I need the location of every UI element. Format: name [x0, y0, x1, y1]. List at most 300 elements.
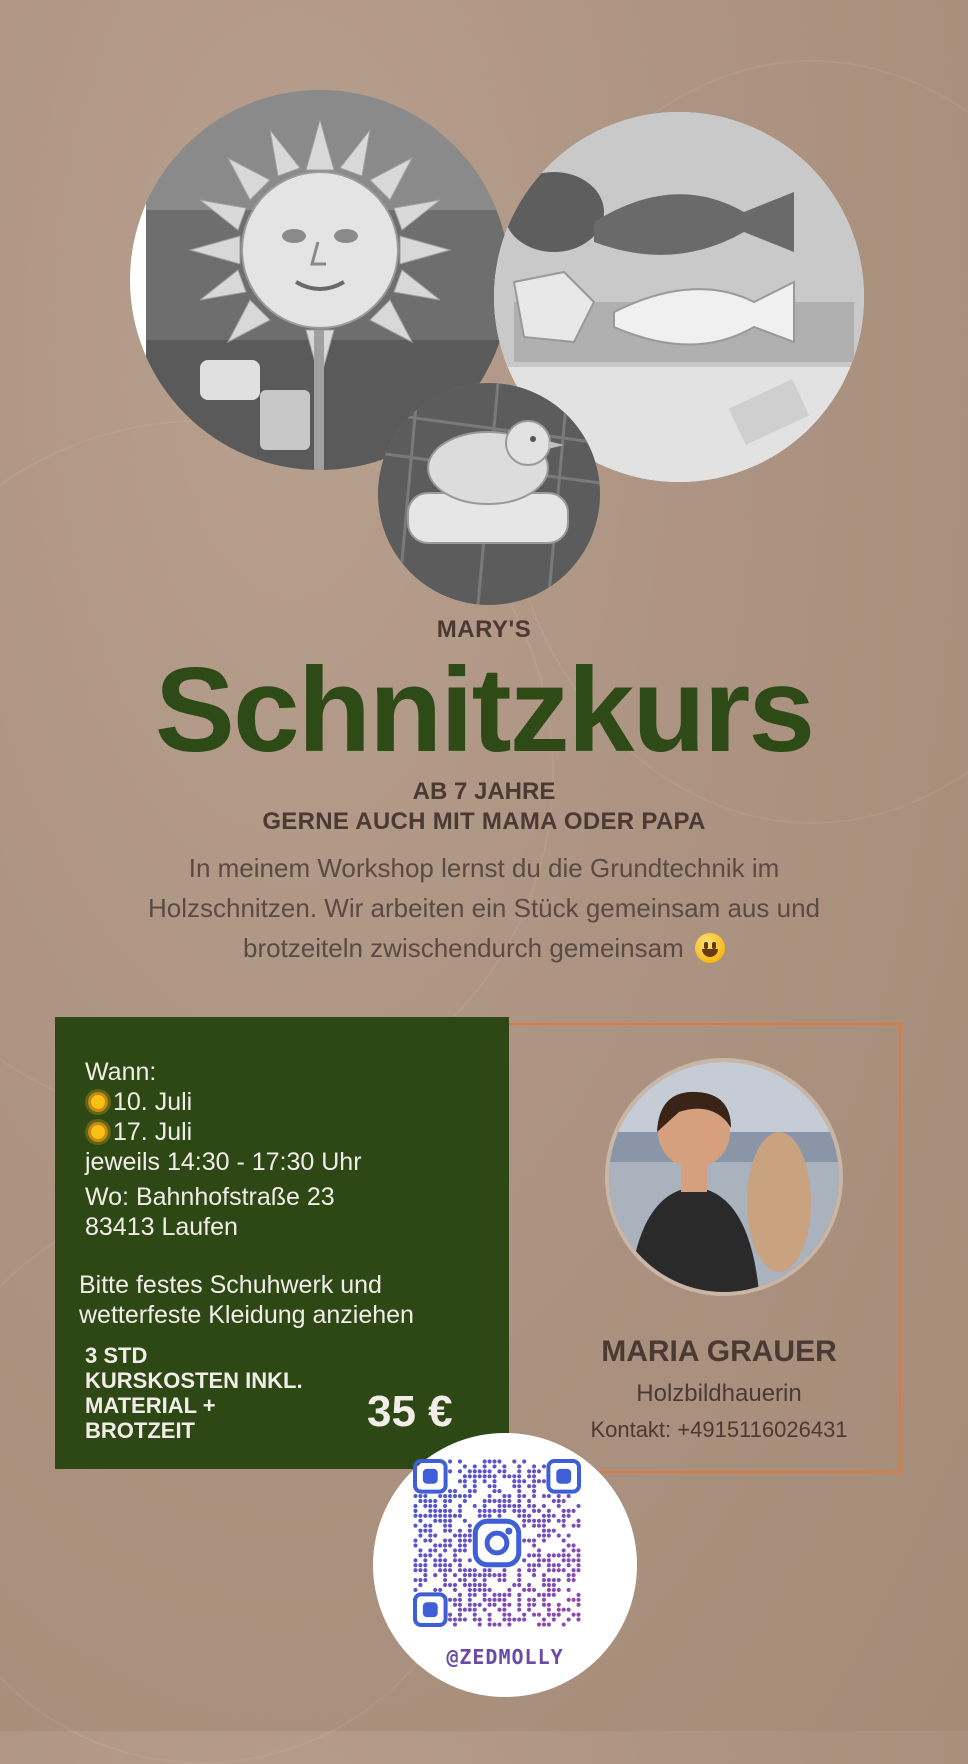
- qr-dot: [488, 1499, 492, 1503]
- qr-dot: [468, 1593, 472, 1597]
- qr-dot: [463, 1538, 467, 1542]
- qr-dot: [527, 1588, 531, 1592]
- qr-dot: [488, 1474, 492, 1478]
- qr-dot: [557, 1563, 561, 1567]
- qr-dot: [517, 1618, 521, 1622]
- qr-dot: [517, 1608, 521, 1612]
- qr-dot: [507, 1504, 511, 1508]
- qr-dot: [542, 1598, 546, 1602]
- qr-dot: [522, 1524, 526, 1528]
- qr-dot: [507, 1613, 511, 1617]
- qr-dot: [458, 1593, 462, 1597]
- qr-dot: [572, 1524, 576, 1528]
- qr-dot: [458, 1618, 462, 1622]
- qr-dot: [557, 1603, 561, 1607]
- qr-dot: [418, 1583, 422, 1587]
- qr-dot: [576, 1598, 580, 1602]
- qr-dot: [483, 1504, 487, 1508]
- qr-dot: [473, 1593, 477, 1597]
- qr-dot: [517, 1593, 521, 1597]
- qr-dot: [497, 1573, 501, 1577]
- qr-dot: [576, 1603, 580, 1607]
- qr-dot: [537, 1524, 541, 1528]
- qr-dot: [576, 1524, 580, 1528]
- qr-dot: [473, 1583, 477, 1587]
- qr-dot: [507, 1494, 511, 1498]
- qr-dot: [428, 1553, 432, 1557]
- qr-dot: [542, 1529, 546, 1533]
- qr-dot: [492, 1603, 496, 1607]
- qr-dot: [438, 1514, 442, 1518]
- qr-dot: [537, 1534, 541, 1538]
- qr-dot: [542, 1558, 546, 1562]
- qr-dot: [502, 1509, 506, 1513]
- cost-line: 3 STD: [85, 1343, 148, 1368]
- qr-dot: [463, 1519, 467, 1523]
- qr-dot: [557, 1608, 561, 1612]
- qr-dot: [488, 1618, 492, 1622]
- qr-dot: [468, 1529, 472, 1533]
- qr-dot: [517, 1509, 521, 1513]
- qr-dot: [448, 1598, 452, 1602]
- qr-dot: [522, 1558, 526, 1562]
- qr-dot: [443, 1538, 447, 1542]
- qr-dot: [428, 1534, 432, 1538]
- qr-dot: [562, 1509, 566, 1513]
- qr-dot: [507, 1603, 511, 1607]
- qr-dot: [522, 1479, 526, 1483]
- qr-dot: [552, 1514, 556, 1518]
- qr-dot: [418, 1553, 422, 1557]
- qr-dot: [473, 1474, 477, 1478]
- qr-dot: [567, 1558, 571, 1562]
- qr-dot: [562, 1608, 566, 1612]
- qr-dot: [483, 1578, 487, 1582]
- qr-finder: [415, 1594, 446, 1625]
- qr-dot: [438, 1543, 442, 1547]
- qr-dot: [557, 1613, 561, 1617]
- qr-dot: [463, 1578, 467, 1582]
- qr-dot: [433, 1548, 437, 1552]
- qr-dot: [413, 1514, 417, 1518]
- qr-dot: [478, 1573, 482, 1577]
- qr-dot: [443, 1514, 447, 1518]
- qr-dot: [532, 1543, 536, 1547]
- qr-dot: [532, 1519, 536, 1523]
- qr-dot: [492, 1509, 496, 1513]
- qr-dot: [488, 1568, 492, 1572]
- qr-dot: [537, 1519, 541, 1523]
- qr-dot: [497, 1504, 501, 1508]
- qr-dot: [448, 1618, 452, 1622]
- qr-dot: [517, 1573, 521, 1577]
- qr-dot: [576, 1504, 580, 1508]
- qr-dot: [483, 1479, 487, 1483]
- qr-dot: [448, 1494, 452, 1498]
- qr-dot: [433, 1504, 437, 1508]
- qr-dot: [443, 1529, 447, 1533]
- parents-label: GERNE AUCH MIT MAMA ODER PAPA: [262, 808, 706, 835]
- qr-dot: [567, 1588, 571, 1592]
- qr-dot: [488, 1588, 492, 1592]
- when-label: Wann:: [85, 1058, 157, 1086]
- qr-dot: [557, 1534, 561, 1538]
- qr-dot: [488, 1509, 492, 1513]
- qr-dot: [443, 1548, 447, 1552]
- qr-dot: [502, 1608, 506, 1612]
- qr-dot: [473, 1573, 477, 1577]
- qr-dot: [527, 1598, 531, 1602]
- qr-dot: [488, 1484, 492, 1488]
- qr-dot: [423, 1524, 427, 1528]
- brand-label: MARY'S: [436, 616, 532, 643]
- intro-line: Holzschnitzen. Wir arbeiten ein Stück gemeinsam aus und: [148, 893, 820, 923]
- qr-dot: [537, 1548, 541, 1552]
- qr-dot: [478, 1622, 482, 1626]
- qr-dot: [562, 1558, 566, 1562]
- qr-dot: [423, 1578, 427, 1582]
- qr-dot: [557, 1499, 561, 1503]
- qr-dot: [542, 1573, 546, 1577]
- qr-dot: [547, 1529, 551, 1533]
- qr-dot: [517, 1568, 521, 1572]
- qr-dot: [478, 1509, 482, 1513]
- qr-dot: [473, 1484, 477, 1488]
- qr-dot: [448, 1563, 452, 1567]
- qr-dot: [468, 1524, 472, 1528]
- qr-dot: [502, 1613, 506, 1617]
- qr-dot: [492, 1573, 496, 1577]
- qr-dot: [517, 1578, 521, 1582]
- instagram-qr-badge[interactable]: [373, 1433, 637, 1697]
- qr-dot: [458, 1578, 462, 1582]
- qr-dot: [492, 1499, 496, 1503]
- qr-dot: [458, 1469, 462, 1473]
- qr-dot: [572, 1598, 576, 1602]
- qr-dot: [483, 1583, 487, 1587]
- qr-dot: [433, 1534, 437, 1538]
- qr-dot: [448, 1538, 452, 1542]
- instagram-handle[interactable]: @ZEDMOLLY: [446, 1645, 564, 1669]
- qr-dot: [448, 1489, 452, 1493]
- sun-icon: [91, 1095, 105, 1109]
- qr-dot: [483, 1608, 487, 1612]
- qr-dot: [458, 1558, 462, 1562]
- qr-dot: [453, 1548, 457, 1552]
- qr-dot: [423, 1573, 427, 1577]
- qr-dot: [413, 1563, 417, 1567]
- qr-dot: [463, 1608, 467, 1612]
- qr-dot: [547, 1603, 551, 1607]
- qr-dot: [517, 1504, 521, 1508]
- qr-dot: [473, 1489, 477, 1493]
- qr-dot: [453, 1489, 457, 1493]
- qr-dot: [438, 1519, 442, 1523]
- qr-dot: [497, 1499, 501, 1503]
- qr-dot: [473, 1469, 477, 1473]
- qr-dot: [537, 1613, 541, 1617]
- qr-dot: [527, 1514, 531, 1518]
- qr-dot: [448, 1583, 452, 1587]
- qr-dot: [547, 1583, 551, 1587]
- qr-dot: [517, 1603, 521, 1607]
- qr-dot: [542, 1618, 546, 1622]
- qr-dot: [418, 1494, 422, 1498]
- qr-dot: [463, 1464, 467, 1468]
- qr-dot: [458, 1598, 462, 1602]
- qr-dot: [443, 1524, 447, 1528]
- qr-dot: [562, 1553, 566, 1557]
- qr-dot: [468, 1494, 472, 1498]
- qr-dot: [458, 1504, 462, 1508]
- qr-dot: [497, 1509, 501, 1513]
- qr-dot: [478, 1618, 482, 1622]
- qr-dot: [418, 1534, 422, 1538]
- instructor-name: MARIA GRAUER: [601, 1335, 837, 1368]
- qr-dot: [527, 1563, 531, 1567]
- qr-dot: [522, 1494, 526, 1498]
- qr-dot: [438, 1494, 442, 1498]
- qr-dot: [497, 1608, 501, 1612]
- qr-dot: [562, 1548, 566, 1552]
- qr-dot: [468, 1534, 472, 1538]
- qr-dot: [448, 1613, 452, 1617]
- qr-dot: [497, 1622, 501, 1626]
- qr-dot: [502, 1499, 506, 1503]
- qr-dot: [527, 1499, 531, 1503]
- qr-dot: [458, 1509, 462, 1513]
- qr-dot: [473, 1568, 477, 1572]
- qr-dot: [532, 1464, 536, 1468]
- qr-dot: [517, 1494, 521, 1498]
- qr-dot: [458, 1563, 462, 1567]
- qr-dot: [552, 1613, 556, 1617]
- qr-dot: [532, 1598, 536, 1602]
- qr-dot: [517, 1469, 521, 1473]
- qr-dot: [423, 1538, 427, 1542]
- qr-dot: [448, 1524, 452, 1528]
- qr-dot: [502, 1568, 506, 1572]
- qr-dot: [552, 1578, 556, 1582]
- qr-dot: [483, 1464, 487, 1468]
- qr-dot: [458, 1514, 462, 1518]
- qr-dot: [572, 1568, 576, 1572]
- qr-dot: [448, 1543, 452, 1547]
- qr-dot: [443, 1543, 447, 1547]
- qr-dot: [463, 1573, 467, 1577]
- qr-dot: [423, 1568, 427, 1572]
- date-text: 17. Juli: [113, 1118, 193, 1146]
- qr-dot: [438, 1558, 442, 1562]
- qr-dot: [557, 1588, 561, 1592]
- qr-dot: [552, 1588, 556, 1592]
- qr-dot: [557, 1519, 561, 1523]
- qr-dot: [438, 1563, 442, 1567]
- qr-dot: [458, 1548, 462, 1552]
- qr-dot: [562, 1568, 566, 1572]
- qr-dot: [458, 1603, 462, 1607]
- qr-dot: [527, 1608, 531, 1612]
- qr-dot: [428, 1524, 432, 1528]
- qr-dot: [502, 1593, 506, 1597]
- qr-dot: [443, 1583, 447, 1587]
- qr-dot: [542, 1538, 546, 1542]
- qr-dot: [428, 1514, 432, 1518]
- qr-dot: [567, 1543, 571, 1547]
- qr-dot: [483, 1509, 487, 1513]
- qr-dot: [522, 1509, 526, 1513]
- qr-dot: [532, 1479, 536, 1483]
- qr-dot: [463, 1618, 467, 1622]
- qr-dot: [418, 1568, 422, 1572]
- qr-dot: [463, 1543, 467, 1547]
- qr-dot: [532, 1568, 536, 1572]
- qr-dot: [542, 1494, 546, 1498]
- qr-dot: [463, 1534, 467, 1538]
- qr-dot: [438, 1588, 442, 1592]
- qr-dot: [433, 1519, 437, 1523]
- qr-dot: [418, 1514, 422, 1518]
- qr-dot: [547, 1622, 551, 1626]
- qr-dot: [542, 1519, 546, 1523]
- qr-dot: [433, 1588, 437, 1592]
- qr-dot: [453, 1494, 457, 1498]
- qr-dot: [547, 1509, 551, 1513]
- qr-dot: [527, 1553, 531, 1557]
- qr-dot: [547, 1613, 551, 1617]
- qr-dot: [502, 1598, 506, 1602]
- grinning-face-icon: [695, 933, 725, 963]
- qr-dot: [522, 1588, 526, 1592]
- qr-dot: [572, 1578, 576, 1582]
- qr-dot: [552, 1583, 556, 1587]
- qr-dot: [458, 1613, 462, 1617]
- qr-dot: [567, 1598, 571, 1602]
- qr-dot: [562, 1514, 566, 1518]
- qr-dot: [453, 1553, 457, 1557]
- qr-dot: [542, 1578, 546, 1582]
- qr-dot: [542, 1504, 546, 1508]
- contact-phone[interactable]: Kontakt: +4915116026431: [590, 1417, 848, 1442]
- qr-dot: [512, 1459, 516, 1463]
- qr-dot: [428, 1509, 432, 1513]
- qr-dot: [483, 1568, 487, 1572]
- qr-dot: [443, 1499, 447, 1503]
- qr-dot: [517, 1464, 521, 1468]
- qr-dot: [527, 1519, 531, 1523]
- address-street: Wo: Bahnhofstraße 23: [85, 1183, 335, 1211]
- qr-dot: [413, 1524, 417, 1528]
- qr-dot: [488, 1469, 492, 1473]
- qr-dot: [547, 1578, 551, 1582]
- qr-dot: [433, 1573, 437, 1577]
- qr-dot: [492, 1474, 496, 1478]
- qr-dot: [537, 1622, 541, 1626]
- qr-dot: [478, 1603, 482, 1607]
- qr-dot: [473, 1618, 477, 1622]
- qr-dot: [522, 1514, 526, 1518]
- qr-dot: [572, 1613, 576, 1617]
- qr-dot: [448, 1459, 452, 1463]
- qr-dot: [497, 1469, 501, 1473]
- qr-dot: [488, 1573, 492, 1577]
- qr-dot: [473, 1578, 477, 1582]
- qr-dot: [468, 1588, 472, 1592]
- qr-dot: [512, 1474, 516, 1478]
- qr-dot: [468, 1598, 472, 1602]
- qr-dot: [502, 1504, 506, 1508]
- date-item: [85, 1087, 192, 1117]
- qr-dot: [537, 1563, 541, 1567]
- qr-dot: [567, 1578, 571, 1582]
- qr-dot: [532, 1489, 536, 1493]
- qr-dot: [542, 1622, 546, 1626]
- qr-dot: [532, 1588, 536, 1592]
- qr-dot: [413, 1578, 417, 1582]
- qr-dot: [423, 1553, 427, 1557]
- qr-dot: [572, 1548, 576, 1552]
- qr-dot: [488, 1514, 492, 1518]
- qr-dot: [537, 1469, 541, 1473]
- qr-dot: [497, 1489, 501, 1493]
- qr-dot: [443, 1494, 447, 1498]
- qr-dot: [557, 1553, 561, 1557]
- qr-dot: [572, 1543, 576, 1547]
- qr-dot: [473, 1479, 477, 1483]
- qr-dot: [542, 1524, 546, 1528]
- qr-dot: [413, 1494, 417, 1498]
- instructor-role: Holzbildhauerin: [636, 1380, 802, 1407]
- qr-dot: [576, 1593, 580, 1597]
- qr-dot: [532, 1494, 536, 1498]
- qr-dot: [532, 1573, 536, 1577]
- qr-dot: [468, 1568, 472, 1572]
- qr-dot: [567, 1553, 571, 1557]
- qr-dot: [537, 1553, 541, 1557]
- qr-dot: [433, 1499, 437, 1503]
- qr-dot: [483, 1514, 487, 1518]
- qr-dot: [532, 1484, 536, 1488]
- qr-dot: [448, 1529, 452, 1533]
- qr-dot: [468, 1608, 472, 1612]
- qr-dot: [567, 1494, 571, 1498]
- qr-dot: [468, 1573, 472, 1577]
- qr-dot: [547, 1563, 551, 1567]
- price-label: 35 €: [367, 1387, 453, 1436]
- qr-dot: [552, 1553, 556, 1557]
- qr-dot: [507, 1474, 511, 1478]
- qr-dot: [502, 1603, 506, 1607]
- qr-dot: [433, 1509, 437, 1513]
- qr-dot: [492, 1593, 496, 1597]
- qr-dot: [547, 1494, 551, 1498]
- qr-dot: [517, 1484, 521, 1488]
- qr-dot: [576, 1613, 580, 1617]
- qr-dot: [527, 1538, 531, 1542]
- qr-dot: [567, 1563, 571, 1567]
- intro-line: [60, 928, 908, 968]
- qr-dot: [458, 1543, 462, 1547]
- qr-dot: [497, 1598, 501, 1602]
- qr-dot: [522, 1538, 526, 1542]
- qr-dot: [458, 1529, 462, 1533]
- qr-dot: [576, 1548, 580, 1552]
- qr-dot: [532, 1613, 536, 1617]
- qr-dot: [547, 1608, 551, 1612]
- qr-dot: [507, 1622, 511, 1626]
- qr-dot: [413, 1509, 417, 1513]
- qr-dot: [567, 1514, 571, 1518]
